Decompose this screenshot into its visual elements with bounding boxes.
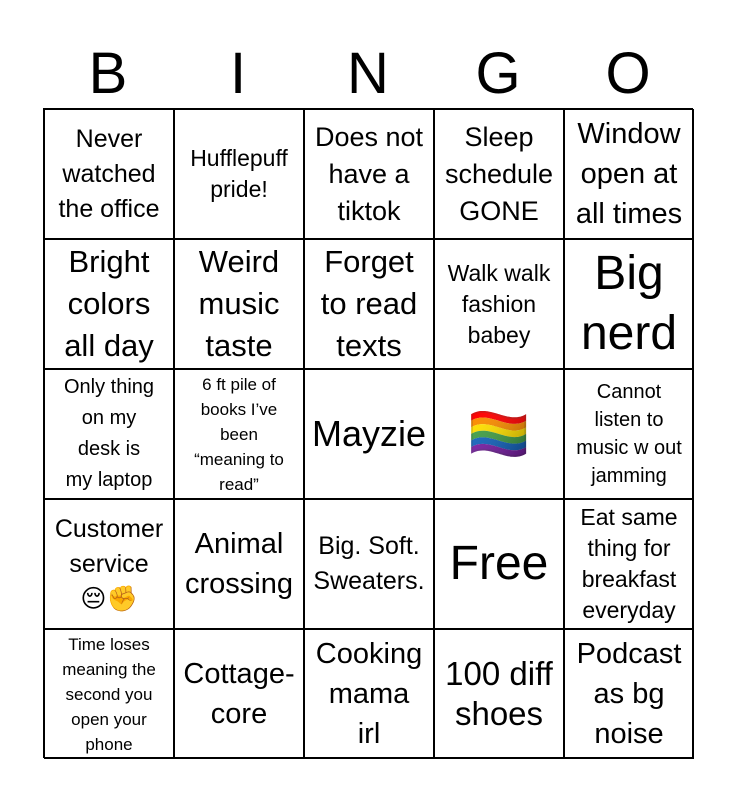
rainbow-flag-icon: 🏳️‍🌈 — [467, 406, 531, 462]
bingo-cell[interactable] — [564, 109, 694, 239]
bingo-cell[interactable] — [44, 109, 174, 239]
cell-text: Only thing on my desk is my laptop — [63, 376, 155, 491]
bingo-cell[interactable] — [304, 239, 434, 369]
bingo-cell[interactable] — [434, 109, 564, 239]
cell-text: Never watched the office — [58, 124, 160, 223]
cell-text: Bright colors all day — [64, 244, 154, 363]
cell-text: 100 diff shoes — [445, 655, 553, 732]
cell-text: Does not have a tiktok — [314, 121, 424, 226]
cell-text: Mayzie — [311, 413, 427, 454]
bingo-cell[interactable] — [174, 629, 304, 759]
bingo-cell[interactable] — [434, 629, 564, 759]
bingo-cell[interactable] — [174, 109, 304, 239]
cell-text: Customer service 😔✊ — [54, 514, 164, 613]
header-letter-n: N — [347, 41, 389, 106]
bingo-grid — [43, 108, 693, 758]
cell-text: Forget to read texts — [320, 244, 418, 363]
cell-text: Big. Soft. Sweaters. — [313, 532, 425, 595]
cell-text: Walk walk fashion babey — [447, 259, 551, 348]
cell-text: Weird music taste — [198, 244, 280, 363]
bingo-cell[interactable] — [304, 499, 434, 629]
cell-text: Window open at all times — [575, 118, 683, 230]
cell-text: Hufflepuff pride! — [190, 145, 288, 202]
bingo-cell[interactable] — [44, 629, 174, 759]
header-letter-i: I — [229, 41, 247, 106]
bingo-header — [43, 40, 693, 108]
bingo-cell[interactable] — [564, 499, 694, 629]
bingo-cell[interactable] — [44, 369, 174, 499]
header-letter-b: B — [88, 41, 128, 106]
bingo-cell[interactable] — [174, 499, 304, 629]
cell-text: Big nerd — [580, 247, 678, 360]
cell-text: Eat same thing for breakfast everyday — [580, 504, 678, 623]
cell-text: Cottage- core — [183, 658, 295, 730]
cell-text: Free — [449, 537, 549, 590]
bingo-cell[interactable] — [434, 369, 564, 499]
bingo-cell[interactable] — [304, 629, 434, 759]
bingo-cell[interactable] — [174, 239, 304, 369]
bingo-cell[interactable] — [564, 239, 694, 369]
bingo-cell[interactable] — [564, 369, 694, 499]
bingo-cell[interactable] — [174, 369, 304, 499]
bingo-cell[interactable] — [304, 369, 434, 499]
cell-text: 6 ft pile of books I’ve been “meaning to read” — [194, 374, 284, 494]
cell-text: Animal crossing — [185, 528, 293, 600]
bingo-free-cell[interactable] — [434, 499, 564, 629]
bingo-cell[interactable] — [44, 499, 174, 629]
bingo-cell[interactable] — [44, 239, 174, 369]
bingo-cell[interactable] — [434, 239, 564, 369]
cell-text: Sleep schedule GONE — [444, 121, 554, 226]
cell-text: Cannot listen to music w out jamming — [576, 381, 682, 487]
cell-text: Cooking mama irl — [315, 638, 423, 750]
bingo-cell[interactable] — [304, 109, 434, 239]
header-letter-g: G — [475, 41, 521, 106]
header-letter-o: O — [605, 41, 651, 106]
cell-text: Podcast as bg noise — [576, 638, 682, 750]
cell-text: Time loses meaning the second you open your phone — [62, 634, 156, 754]
bingo-cell[interactable] — [564, 629, 694, 759]
